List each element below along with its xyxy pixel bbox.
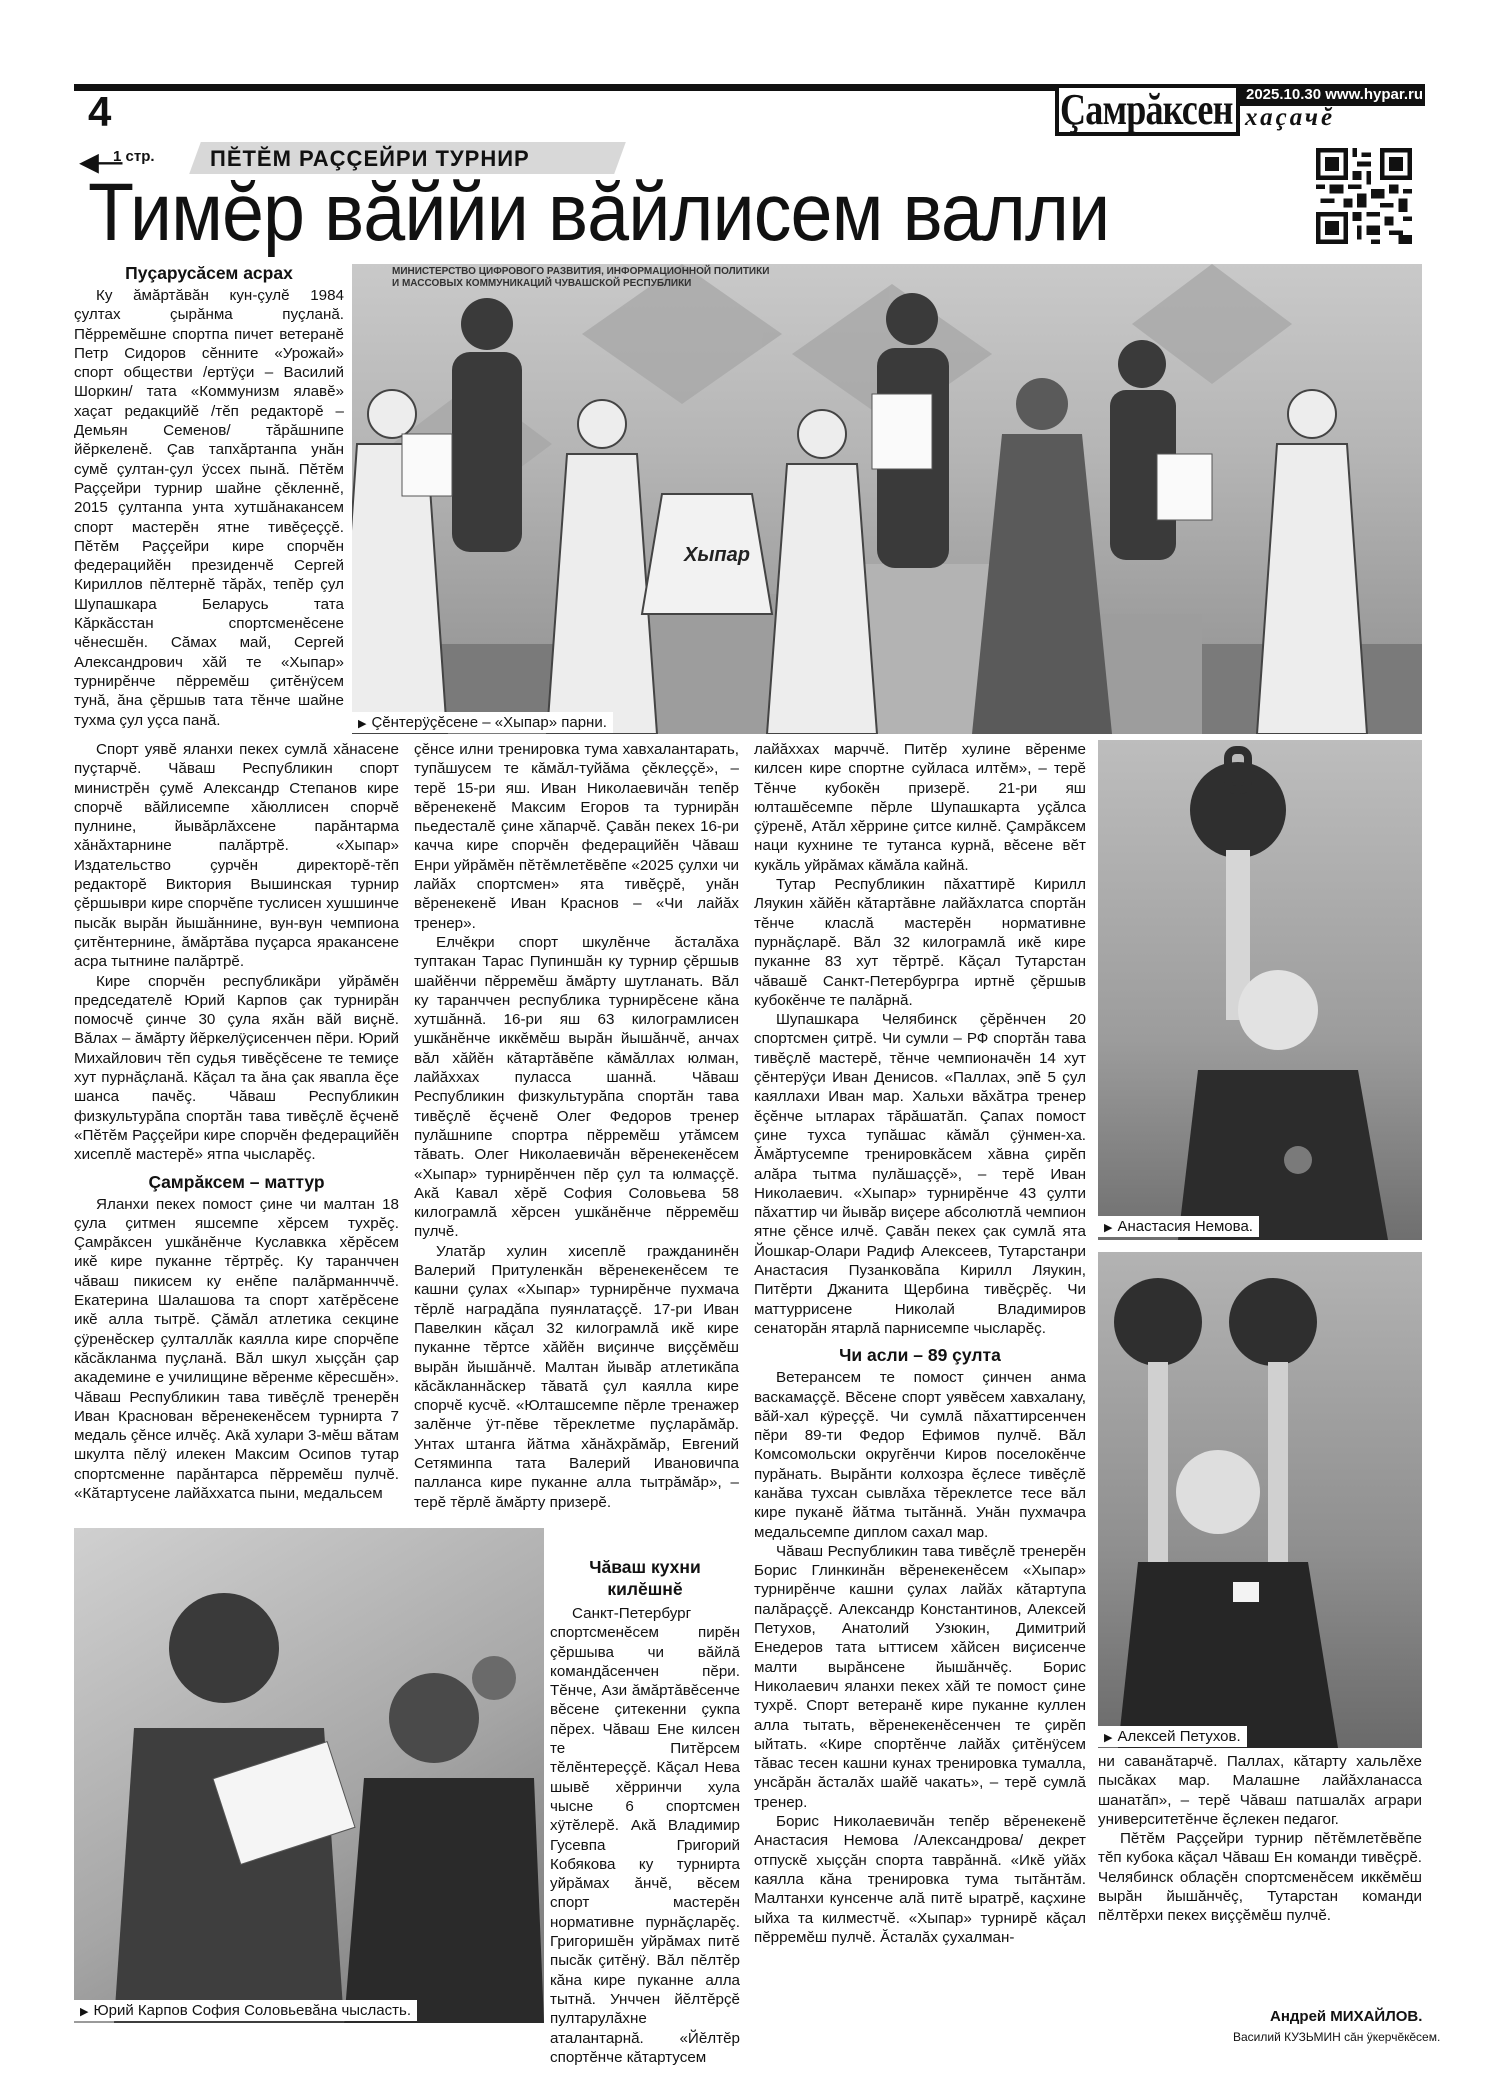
newspaper-logo-subtitle: хаçачĕ [1245,104,1336,131]
issue-date-site: 2025.10.30 www.hypar.ru [1240,84,1425,106]
paragraph: Улатăр хулин хисеплĕ гражданинĕн Валерий Притуленкăн вĕренекенĕсем те кашни çулах «Хыпар» турнирĕнче пухмача тĕрлĕ наградăпа пуянлатаççĕ. 17-ри Иван Павелкин кăçал 32 килограмлă икĕ кире пуканне тĕртсе хăйĕн виçинче виççĕмĕш вырăн йышăнчĕ. Малтан йывăр атлетикăпа кăсăкланнăскер тăватă çул каялла кире спорчĕ кусчĕ. «Юлташсемпе пĕрле тренажер залĕнче ÿт-пĕве тĕреклетме пуçларăмăр. Унтах штанга йăтма хăнăхрăмăр, Евгений Сетяминпа тата Валерий Ивановичпа палланса кире пуканне алла тытрăмăр», – терĕ тĕрлĕ ăмăрту призерĕ. [414,1242,739,1511]
photo-credit: Василий КУЗЬМИН сăн ÿкерчĕкĕсем. [1233,2030,1441,2044]
paragraph: Борис Николаевичăн тепĕр вĕренекенĕ Анастасия Немова /Александрова/ декрет отпускĕ хыççăн спорта таврăннă. «Икĕ уйăх каялла кăна тренировка тума тытăнтăм. Малтанхи кунсенче алă питĕ ыратрĕ, каçхине ыйха та килместчĕ. «Хыпар» турнирĕ кăçал пĕрремĕш пулчĕ. Ăсталăх çухалман- [754,1813,1086,1946]
article-column-2 [414,740,739,1512]
award-ceremony-illustration [74,1528,544,2023]
article-column-4-bottom [1098,1752,1422,1926]
photo-karpov-award [74,1528,544,2023]
main-photo-podium [352,264,1422,734]
page-number: 4 [88,88,112,135]
paragraph: лайăххах марччĕ. Питĕр хулине вĕренме килсен кире спортне суйласа илтĕм», – терĕ Тĕнче кубокĕн призерĕ. 21-ри яш юлташĕсемпе пĕрле Шупашкарта уçăлса çÿренĕ, Атăл хĕррине çитсе килнĕ. Çамрăксем наци кухнине те тутанса курнă, вĕсене вĕт кукăль уйрăмах кăмăла кайнă. [754,741,1086,874]
rubric-title: ПĔТĔМ РАÇÇЕЙРИ ТУРНИР [210,146,530,171]
caption-petukhov: ▶ Алексей Петухов. [1098,1726,1247,1747]
section-title-3: Чăваш кухни килĕшнĕ [589,1557,701,1599]
article-column-1-top [74,262,344,730]
main-photo-banner-text: МИНИСТЕРСТВО ЦИФРОВОГО РАЗВИТИЯ, ИНФОРМАЦИОННОЙ ПОЛИТИКИ И МАССОВЫХ КОММУНИКАЦИЙ ЧУВАШСКОЙ РЕСПУБЛИКИ [392,266,770,289]
paragraph: Чăваш Республикин тава тивĕçлĕ тренерĕн Борис Глинкинăн вĕренекенĕсем «Хыпар» турнирĕнче кашни çулах лайăх кăтартупа палăраççĕ. Александр Константинов, Алексей Петухов, Анатолий Узюкин, Димитрий Енедеров тата ыттисем хăйсен виçисенче малти вырăнсене йышăнчĕç. Борис Николаевич яланхи пекех хăй те помост çине тухрĕ. Спорт ветеранĕ кире пуканне куллен алла тытать, вĕренекенĕсенчен те çирĕп ыйтать. «Кире спортĕнче лайăх çитĕнÿсем тăвас тесен кашни кунах тренировка тумалла, унсăрăн ăсталăх шайĕ чакать», – терĕ сумлă тренер. [754,1542,1086,1811]
paragraph: Кире спорчĕн республикăри уйрăмĕн председателĕ Юрий Карпов çак турнирăн помосчĕ çинче 30 çула яхăн вăй виçнĕ. Вăлах – ăмăрту йĕркелÿçисенчен пĕри. Юрий Михайлович тĕп судья тивĕçĕсене те темиçе хут пурнăçланă. Кăçал та ăна çак явапла ĕçе шанса пачĕç. Чăваш Республикин физкультурăпа спортăн тава тивĕçлĕ ĕçченĕ «Пĕтĕм Раççейри кире спорчĕн федерацийĕн хисеплĕ мастерĕ» ятпа чысларĕç. [74,972,399,1164]
headline: Тимĕр вăййи вăйлисем валли [88,167,1110,258]
qr-code-icon[interactable] [1316,148,1412,244]
paragraph: Шупашкара Челябинск çĕрĕнчен 20 спортсмен çитрĕ. Чи сумли – РФ спортăн тава тивĕçлĕ мастерĕ, тĕнче чемпионачĕн 14 хут çĕнтерÿçи Иван Денисов. «Паллах, эпĕ 5 çул каяллахи Иван мар. Хальхи вăхăтра тренер ĕçĕнче ытларах тăрăшатăп. Çапах помост çине тухса тупăшас кăмăл çÿнмен-ха. Ăмăртусемпе тренировкăсем хăвна çирĕп алăра тытма пулăшаççĕ», – терĕ Иван Николаевич. «Хыпар» турнирĕнче 43 çулти пăхаттир чи йывăр виçере абсолютлă чемпион ятне çĕнсе илчĕ. Çавăн пекех çак сумлă ята Йошкар-Олари Радиф Алексеев, Тутарстанри Анастасия Пузанковăпа Кирилл Ляукин, Питĕрти Джанита Щербина тивĕçрĕç. Чи маттуррисене Николай Владимиров сенаторăн ятарлă парнисемпе чысларĕç. [754,1011,1086,1337]
photo-alexey-petukhov [1098,1252,1422,1748]
gift-bag-label: Хыпар [684,544,750,566]
photo-anastasia-nemova [1098,740,1422,1240]
athlete-two-kettlebells-illustration [1098,1252,1422,1748]
paragraph: çĕнсе илни тренировка тума хавхалантарать, тупăшусем те кăмăл-туйăма çĕклеççĕ», – терĕ 15-ри яш. Иван Николаевичăн тепĕр вĕренекенĕ Максим Егоров та турнирăн пьедесталĕ çине хăпарчĕ. Çавăн пекех 16-ри качча кире спорчĕн федерацийĕн Чăваш Енри уйрăмĕн пĕтĕмлетĕвĕпе «2025 çулхи чи лайăх спортсмен» ята тивĕçрĕ, унăн вĕренекенĕ Иван Краснов – «Чи лайăх тренер». [414,741,739,932]
paragraph: Спорт уявĕ яланхи пекех сумлă хăнасене пуçтарчĕ. Чăваш Республикин спорт министрĕн çумĕ Александр Степанов кире спорчĕ вăйлисемпе хăюллисен спорчĕ пулнине, йывăрлăхсене парăнтарма хăнăхтарнине палăртрĕ. «Хыпар» Издательство çурчĕн директорĕ-тĕп редакторĕ Виктория Вышинская турнир çĕршыври кире спорчĕпе туслисен хушшинче пысăк вырăн йышăннине, вун-вун чемпиона çитĕнтернине, ăмăртăва пуçарса яракансене асра тытнине палăртрĕ. [74,741,399,971]
paragraph: Ветерансем те помост çинчен анма васкамаççĕ. Вĕсене спорт уявĕсем хавхалану, вăй-хал кÿреççĕ. Чи сумлă пăхаттирсенчен пĕри 89-ти Федор Ефимов пулчĕ. Вăл Комсомольски округĕнчи Киров поселокĕнче пурăнать. Вырăнти колхозра ĕçлесе тивĕçлĕ канăва тухсан сывлăха тĕреклетсе тесе вăл кире пуканĕ йăтма тытăннă. Унăн пухмачра медальсемпе диплом сахал мар. [754,1369,1086,1541]
paragraph: Тутар Республикин пăхаттирĕ Кирилл Ляукин хăйĕн кăтартăвне лайăхлатса спортăн тĕнче класлă мастерĕн нормативне пурнăçларĕ. Вăл 32 килограмлă икĕ кире пуканне 83 хут тĕртрĕ. Кăçал Тутарстан чăвашĕ Санкт-Петербургра иртнĕ çĕршыв кубокĕнче те палăрнă. [754,876,1086,1009]
paragraph: Ку ăмăртăвăн кун-çулĕ 1984 çултах çырăнма пуçланă. Пĕрремĕшне спортпа пичет ветеранĕ Петр Сидоров сĕнните «Урожай» спорт обществи /ертÿçи – Василий Шоркин/ тата «Коммунизм ялавĕ» хаçат редакцийĕ /тĕп редакторĕ – Демьян Семенов/ тăрăшнипе йĕркеленĕ. Çав тапхăртанпа унăн сумĕ çултан-çул ÿссех пынă. Пĕтĕм Раççейри турнир шайне çĕкленнĕ, 2015 çултанпа унта хутшăнакансем спорт мастерĕн ятне тивĕçеççĕ. Пĕтĕм Раççейри кире спорчĕн федерацийĕн президенчĕ Сергей Кириллов пĕлтернĕ тăрăх, тепĕр çул Шупашкара Беларусь тата Кăркăсстан спортсменĕсене чĕнесшĕн. Сăмах май, Сергей Александрович хăй те «Хыпар» турнирĕнче пĕрремĕш çитĕнÿсем тунă, ăна çĕршыв тата тĕнче шайне тухма çул уçса панă. [74,287,344,729]
paragraph: Елчĕкри спорт шкулĕнче ăсталăха туптакан Тарас Пупиншăн ку турнир çĕршыв шайĕнчи пĕрремĕш ăмăрту шутланать. Вăл ку таранччен республика турнирĕсене кăна хутшăннă. 16-ри яш 63 килограмлисен ушкăнĕнче иккĕмĕш вырăн йышăнчĕ, анчах вăл хăйĕн кăтартăвĕпе кăмăллах юлман, лайăххах пуласса шаннă. Чăваш Республикин физкультурăпа спортăн тава тивĕçлĕ ĕçченĕ Олег Федоров тренер пулăшнипе спортра пĕрремĕш утăмсем тăвать. Олег Николаевичăн вĕренекенĕсем «Хыпар» турнирĕнчен пĕр çул та юлмаççĕ. Акă Кавал хĕрĕ София Соловьева 58 килограмлă хĕрсен ушкăнĕнче пĕрремĕш пулчĕ. [414,933,739,1241]
caption-karpov: ▶ Юрий Карпов София Соловьевăна чысласть. [74,2000,417,2021]
back-arrow-icon[interactable]: ◀— [80,149,123,176]
caption-nemova: ▶ Анастасия Немова. [1098,1216,1259,1237]
article-column-2-bottom [550,1556,740,2067]
athlete-lifting-illustration [1098,740,1422,1240]
paragraph: Яланхи пекех помост çине чи малтан 18 çула çитмен яшсемпе хĕрсем тухрĕç. Çамрăксен ушкăнĕнче Куславкка хĕрĕсем икĕ кире пуканне тĕртрĕç. Ку таранччен чăваш пикисем ку енĕпе палăрманнччĕ. Екатерина Шалашова та спорт хатĕрĕсене икĕ алла тытрĕ. Çăмăл атлетика секцине çÿренĕскер çулталлăк каялла кире спорчĕпе кăсăкланма пуçланă. Вăл шкул хыççăн çар академине е училищине вĕренме кĕресшĕн». Чăваш Республикин тава тивĕçлĕ тренерĕн Иван Краснован вĕренекенĕсем турнирта 7 медаль çĕнсе илчĕç. Акă хулари 3-мĕш вăтам шкулта пĕлÿ илекен Максим Осипов тутар спортсменне парăнтарса пĕрремĕш пулчĕ. «Кăтартусене лайăххатса пыни, медальсем [74,1195,399,1502]
main-photo-caption: ▶ Çĕнтерÿçĕсене – «Хыпар» парни. [352,712,613,733]
paragraph: ни саванăтарчĕ. Паллах, кăтарту хальлĕхе пысăках мар. Малашне лайăхланасса шанатăп», – терĕ Чăваш патшалăх аграри университетĕнче ĕçлекен педагог. [1098,1753,1422,1828]
paragraph: Пĕтĕм Раççейри турнир пĕтĕмлетĕвĕпе тĕп кубока кăçал Чăваш Ен команди тивĕçрĕ. Челябинск облаçĕн спортсменĕсем иккĕмĕш вырăн йышăнчĕç, Тутарстан команди пĕлтĕрхи пекех виççĕмĕш пулчĕ. [1098,1830,1422,1925]
article-column-1-bottom [74,740,399,1503]
paragraph: Санкт-Петербург спортсменĕсем пирĕн çĕршыва чи вăйлă командăсенчен пĕри. Тĕнче, Ази ăмăртăвĕсенче вĕсене çитекенни çукпа пĕрех. Чăваш Ене килсен те Питĕрсем тĕлĕнтереççĕ. Кăçал Нева шывĕ хĕрринчи хула чысне 6 спортсмен хÿтĕлерĕ. Акă Владимир Гусевпа Григорий Кобякова ку турнирта уйрăмах ăнчĕ, вĕсем спорт мастерĕн нормативне пурнăçларĕç. Григоришĕн уйрăмах питĕ пысăк çитĕнÿ. Вăл пĕлтĕр кăна кире пуканне алла тытнă. Унччен йĕлтĕрçĕ пултарулăхне аталантарнă. «Йĕлтĕр спортĕнче кăтартусем [550,1605,740,2066]
article-column-3 [754,740,1086,1947]
newspaper-logo: Çамрăксен [1060,85,1233,134]
section-title-2: Çамрăксем – маттур [148,1171,325,1192]
author-signature: Андрей МИХАЙЛОВ. [1270,2008,1423,2025]
section-title-4: Чи асли – 89 çулта [839,1345,1001,1366]
podium-scene-illustration [352,264,1422,734]
continued-from-page[interactable]: 1 стр. [113,148,155,165]
section-title-1: Пуçарусăсем асрах [125,263,293,283]
